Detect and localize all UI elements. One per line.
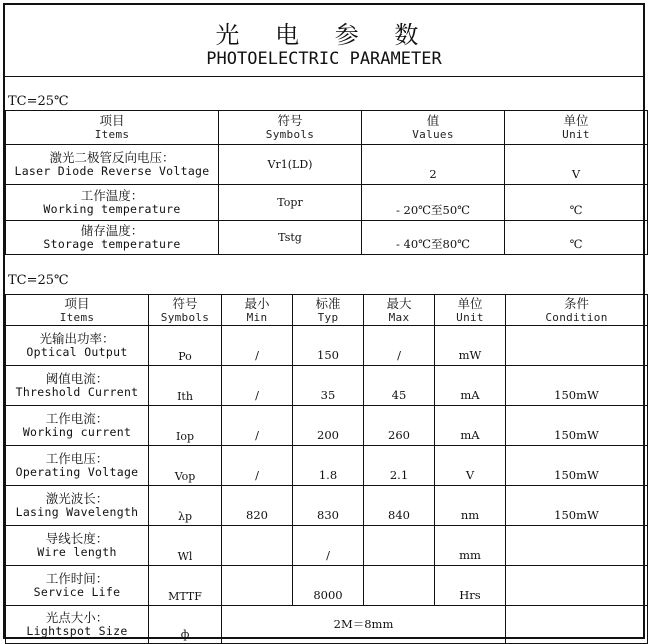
table-row	[6, 526, 648, 566]
item-cell: 激光二极管反向电压： Laser Diode Reverse Voltage	[6, 145, 219, 185]
typ-cell: 200	[293, 406, 364, 446]
item-cell: 激光波长： Lasing Wavelength	[6, 486, 149, 526]
symbol-cell: Ith	[149, 366, 222, 406]
header-symbols: 符号 Symbols	[149, 295, 222, 326]
min-cell: /	[222, 326, 293, 366]
header-items: 项目 Items	[6, 295, 149, 326]
table-row	[6, 406, 648, 446]
header-symbols: 符号 Symbols	[219, 111, 362, 145]
table-row	[6, 145, 648, 185]
symbol-cell: MTTF	[149, 566, 222, 606]
condition-cell: 150mW	[506, 486, 648, 526]
table-row	[6, 221, 648, 255]
unit-cell: ℃	[505, 185, 648, 221]
typ-cell: 1.8	[293, 446, 364, 486]
condition-cell	[506, 526, 648, 566]
table-row	[6, 566, 648, 606]
header-typ: 标准 Typ	[293, 295, 364, 326]
typ-cell: /	[293, 526, 364, 566]
section1-condition: TC=25℃	[8, 94, 69, 109]
typ-cell: 8000	[293, 566, 364, 606]
item-cell: 工作时间： Service Life	[6, 566, 149, 606]
unit-cell: mA	[435, 366, 506, 406]
unit-cell: mm	[435, 526, 506, 566]
unit-cell: V	[505, 145, 648, 185]
value-cell: - 40℃至80℃	[362, 221, 505, 255]
item-cell: 工作温度： Working temperature	[6, 185, 219, 221]
min-cell	[222, 566, 293, 606]
min-cell: /	[222, 366, 293, 406]
section2-header-row	[6, 295, 648, 326]
min-cell: 820	[222, 486, 293, 526]
symbol-cell: Topr	[219, 185, 362, 221]
unit-cell: mW	[435, 326, 506, 366]
max-cell: 45	[364, 366, 435, 406]
max-cell: 260	[364, 406, 435, 446]
title-english: PHOTOELECTRIC PARAMETER	[206, 49, 442, 69]
table-row	[6, 486, 648, 526]
symbol-cell: Po	[149, 326, 222, 366]
symbol-cell: λp	[149, 486, 222, 526]
header-min: 最小 Min	[222, 295, 293, 326]
section1-table	[5, 110, 648, 255]
typ-cell: 150	[293, 326, 364, 366]
item-cell: 导线长度： Wire length	[6, 526, 149, 566]
value-cell: 2	[362, 145, 505, 185]
header-values: 值 Values	[362, 111, 505, 145]
table-row	[6, 446, 648, 486]
section2-condition: TC=25℃	[8, 273, 69, 288]
unit-cell: Hrs	[435, 566, 506, 606]
table-row	[6, 366, 648, 406]
max-cell: 840	[364, 486, 435, 526]
unit-cell: nm	[435, 486, 506, 526]
min-cell: /	[222, 446, 293, 486]
min-cell: /	[222, 406, 293, 446]
max-cell	[364, 566, 435, 606]
unit-cell: ℃	[505, 221, 648, 255]
condition-cell: 150mW	[506, 406, 648, 446]
parameter-sheet	[3, 3, 645, 639]
max-cell: /	[364, 326, 435, 366]
item-cell: 工作电压： Operating Voltage	[6, 446, 149, 486]
item-cell: 工作电流： Working current	[6, 406, 149, 446]
symbol-cell: Vr1(LD)	[219, 145, 362, 185]
header-max: 最大 Max	[364, 295, 435, 326]
header-items: 项目 Items	[6, 111, 219, 145]
symbol-cell: Iop	[149, 406, 222, 446]
divider	[5, 76, 643, 77]
item-cell: 储存温度： Storage temperature	[6, 221, 219, 255]
typ-cell: 35	[293, 366, 364, 406]
condition-cell: 150mW	[506, 446, 648, 486]
item-cell: 光点大小： Lightspot Size	[6, 606, 149, 644]
item-cell: 光输出功率： Optical Output	[6, 326, 149, 366]
value-cell: - 20℃至50℃	[362, 185, 505, 221]
symbol-cell: Vop	[149, 446, 222, 486]
title-chinese: 光 电 参 数	[215, 21, 433, 49]
header-unit: 单位 Unit	[435, 295, 506, 326]
spot-size-cell: 2M＝8mm	[222, 606, 506, 644]
table-row	[6, 185, 648, 221]
header-unit: 单位 Unit	[505, 111, 648, 145]
section1-header-row	[6, 111, 648, 145]
table-row	[6, 326, 648, 366]
symbol-cell: ф	[149, 606, 222, 644]
max-cell: 2.1	[364, 446, 435, 486]
item-cell: 阈值电流： Threshold Current	[6, 366, 149, 406]
unit-cell: mA	[435, 406, 506, 446]
section2-table	[5, 294, 648, 644]
min-cell	[222, 526, 293, 566]
header-condition: 条件 Condition	[506, 295, 648, 326]
symbol-cell: Tstg	[219, 221, 362, 255]
table-row	[6, 606, 648, 644]
max-cell	[364, 526, 435, 566]
condition-cell	[506, 566, 648, 606]
condition-cell	[506, 606, 648, 644]
condition-cell	[506, 326, 648, 366]
typ-cell: 830	[293, 486, 364, 526]
condition-cell: 150mW	[506, 366, 648, 406]
symbol-cell: Wl	[149, 526, 222, 566]
unit-cell: V	[435, 446, 506, 486]
